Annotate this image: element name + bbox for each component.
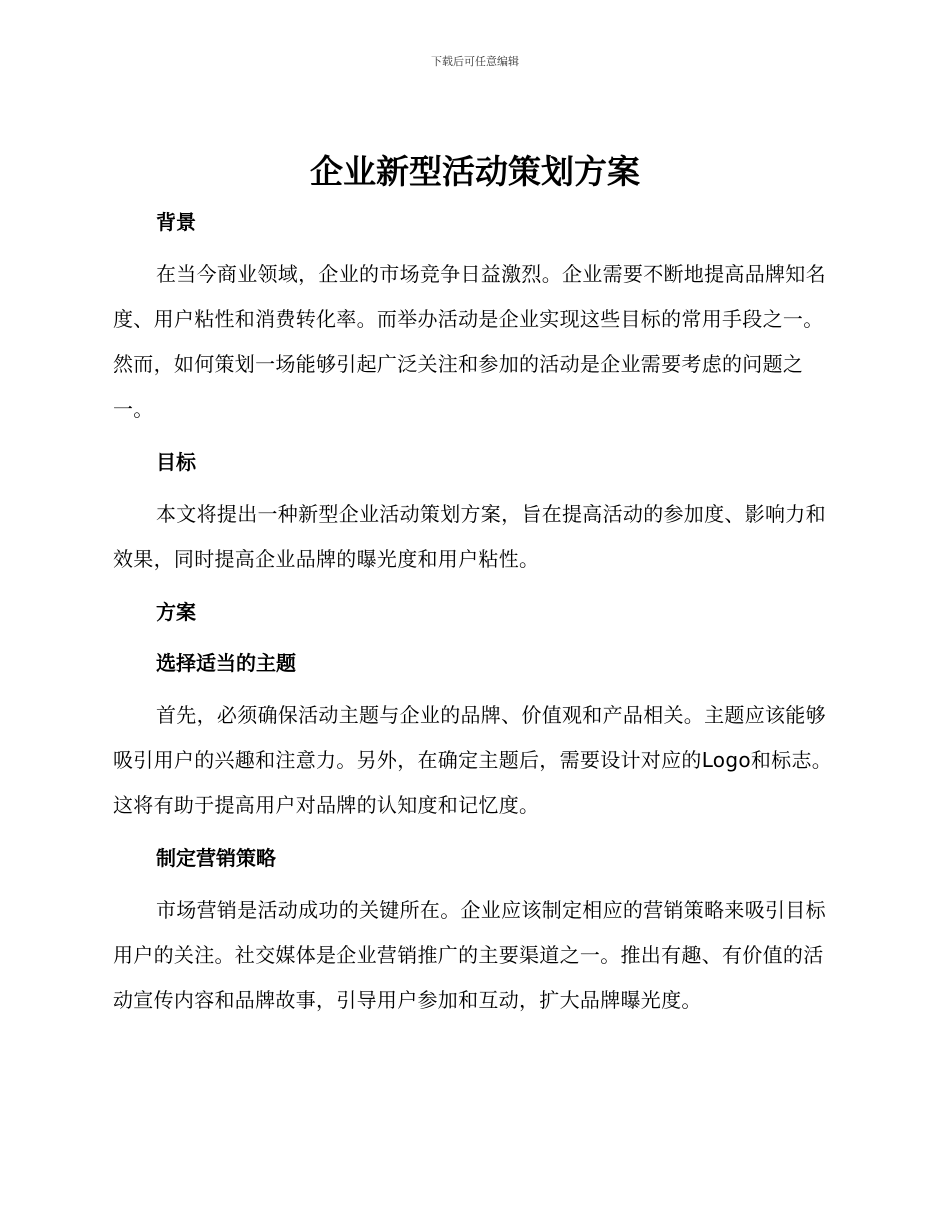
page-header-note: 下载后可任意编辑 <box>431 55 519 68</box>
paragraph-background: 在当今商业领域，企业的市场竞争日益激烈。企业需要不断地提高品牌知名度、用户粘性和消费转化率。而举办活动是企业实现这些目标的常用手段之一。然而，如何策划一场能够引起广泛关注和参加的活动是企业需要考虑的问题之一。 <box>113 262 826 421</box>
paragraph-theme: 首先，必须确保活动主题与企业的品牌、价值观和产品相关。主题应该能够吸引用户的兴趣和注意力。另外，在确定主题后，需要设计对应的Logo和标志。这将有助于提高用户对品牌的认知度和记忆度。 <box>113 703 833 817</box>
section-heading-goal: 目标 <box>156 450 196 474</box>
section-heading-plan: 方案 <box>156 600 196 624</box>
section-heading-background: 背景 <box>156 210 196 234</box>
subsection-heading-marketing: 制定营销策略 <box>156 846 276 870</box>
document-title: 企业新型活动策划方案 <box>310 152 640 191</box>
paragraph-marketing: 市场营销是活动成功的关键所在。企业应该制定相应的营销策略来吸引目标用户的关注。社交媒体是企业营销推广的主要渠道之一。推出有趣、有价值的活动宣传内容和品牌故事，引导用户参加和互动，扩大品牌曝光度。 <box>113 898 826 1012</box>
paragraph-goal: 本文将提出一种新型企业活动策划方案，旨在提高活动的参加度、影响力和效果，同时提高企业品牌的曝光度和用户粘性。 <box>113 502 826 571</box>
document-body <box>113 204 833 1023</box>
subsection-heading-theme: 选择适当的主题 <box>156 651 296 675</box>
